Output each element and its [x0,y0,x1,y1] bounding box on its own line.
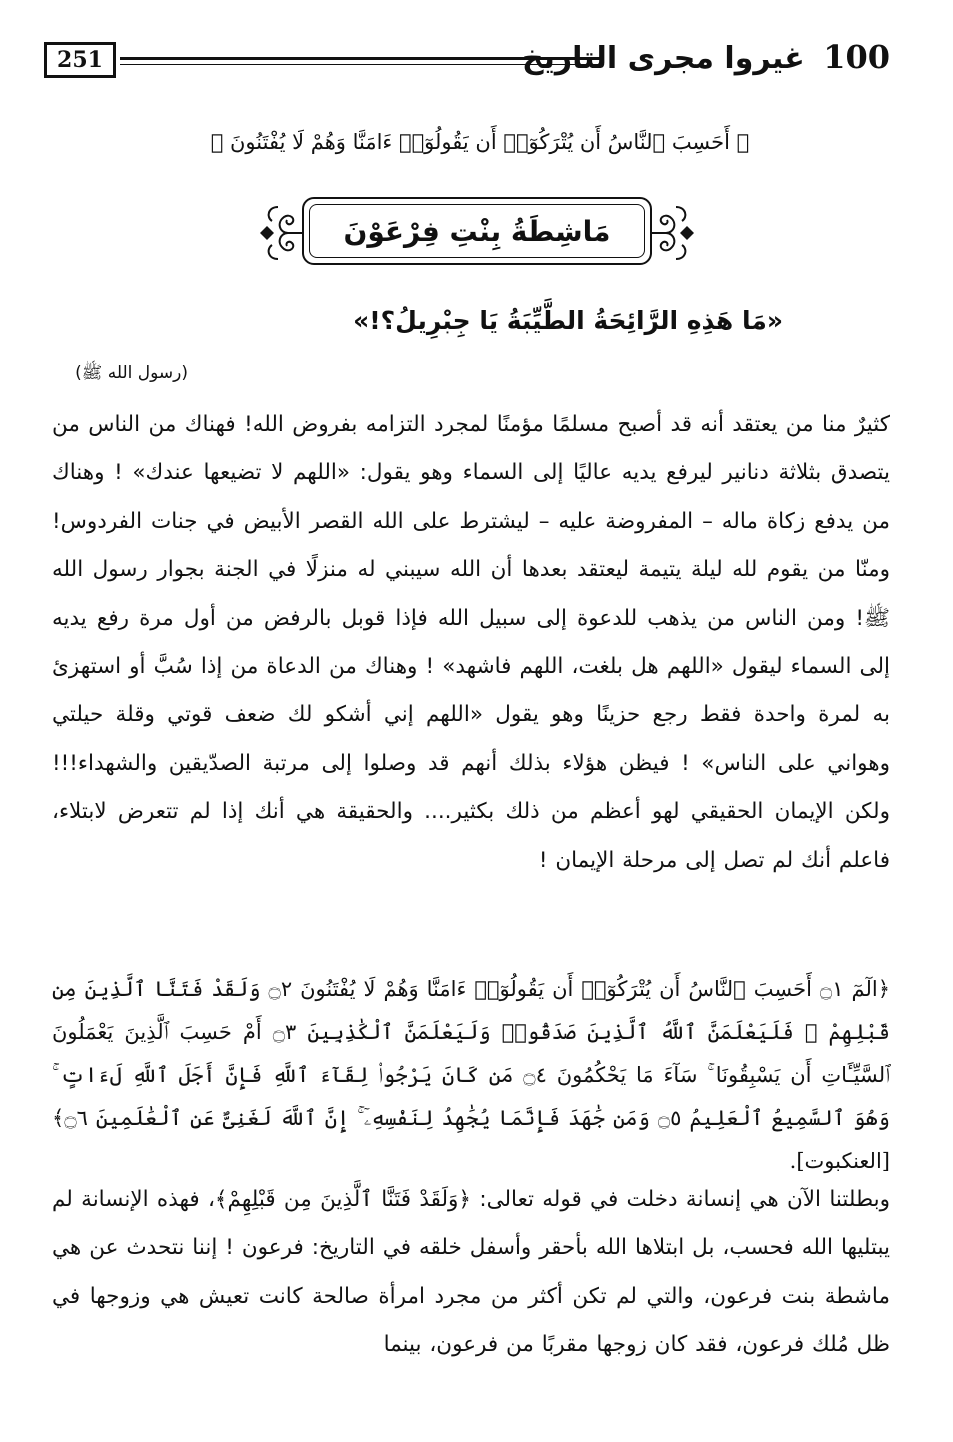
chapter-title: مَاشِطَةُ بِنْتِ فِرْعَوْنَ [302,197,652,265]
left-ornament-icon [258,193,304,273]
hadith-quote: «مَا هَذِهِ الرَّائِحَةُ الطَّيِّبَةُ يَا جِبْرِيلُ؟!» [353,306,783,335]
chapter-title-banner [258,193,696,273]
book-number: 100 [823,38,890,76]
book-title: غيروا مجرى التاريخ [521,41,805,76]
page-header [44,40,890,90]
body-paragraph-1: كثيرٌ منا من يعتقد أنه قد أصبح مسلمًا مؤمنًا لمجرد التزامه بفروض الله! فهناك من الناس من يتصدق بثلاثة دنانير ليرفع يديه عاليًا إلى السماء وهو يقول: «اللهم لا تضيعها عندك» ! وهناك من يدفع زكاة ماله – المفروضة عليه – ليشترط على الله القصر الأبيض في جنات الفردوس! ومنّا من يقوم لله ليلة يتيمة ليعتقد بعدها أن الله سيبني له منزلًا في الجنة بجوار رسول الله ﷺ! ومن الناس من يذهب للدعوة إلى سبيل الله فإذا قوبل بالرفض من أول مرة رفع يديه إلى السماء ليقول «اللهم هل بلغت، اللهم فاشهد» ! وهناك من الدعاة من إذا سُبَّ أو استهزئ به لمرة واحدة فقط رجع حزينًا وهو يقول «اللهم إني أشكو لك ضعف قوتي وقلة حيلتي وهواني على الناس» ! فيظن هؤلاء بذلك أنهم قد وصلوا إلى مرتبة الصدّيقين والشهداء!!! ولكن الإيمان الحقيقي لهو أعظم من ذلك بكثير.... والحقيقة هي أنك إذا لم تتعرض لابتلاء، فاعلم أنك لم تصل إلى مرحلة الإيمان ! [52,412,890,873]
quote-attribution: (رسول الله ﷺ) [75,363,188,383]
epigraph-verse: ﴿ أَحَسِبَ ٱلنَّاسُ أَن يُتْرَكُوٓا۟ أَن يَقُولُوٓا۟ ءَامَنَّا وَهُمْ لَا يُفْتَنُونَ ﴾ [210,130,750,154]
quran-verses-block: ﴿الٓمٓ ۝١ أَحَسِبَ ٱلنَّاسُ أَن يُتْرَكُوٓا۟ أَن يَقُولُوٓا۟ ءَامَنَّا وَهُمْ لَا يُفْتَنُونَ ۝٢ وَلَقَدْ فَتَنَّا ٱلَّذِينَ مِن قَبْلِهِمْ ۖ فَلَيَعْلَمَنَّ ٱللَّهُ ٱلَّذِينَ صَدَقُوا۟ وَلَيَعْلَمَنَّ ٱلْكَٰذِبِينَ ۝٣ أَمْ حَسِبَ ٱلَّذِينَ يَعْمَلُونَ ٱلسَّيِّـَٔاتِ أَن يَسْبِقُونَا ۚ سَآءَ مَا يَحْكُمُونَ ۝٤ مَن كَانَ يَرْجُوا۟ لِقَآءَ ٱللَّهِ فَإِنَّ أَجَلَ ٱللَّهِ لَءَاتٍ ۚ وَهُوَ ٱلسَّمِيعُ ٱلْعَلِيمُ ۝٥ وَمَن جَٰهَدَ فَإِنَّمَا يُجَٰهِدُ لِنَفْسِهِۦٓ ۚ إِنَّ ٱللَّهَ لَغَنِىٌّ عَنِ ٱلْعَٰلَمِينَ ۝٦﴾ [العنكبوت]. [52,977,891,1173]
page-number: 251 [44,42,116,78]
running-title [522,38,890,76]
body-paragraph-2: وبطلتنا الآن هي إنسانة دخلت في قوله تعالى: ﴿وَلَقَدْ فَتَنَّا ٱلَّذِينَ مِن قَبْلِهِمْ﴾، فهذه الإنسانة لم يبتليها الله فحسب، بل ابتلاها الله بأحقر وأسفل خلقه في التاريخ: فرعون ! إننا نتحدث عن هي ماشطة بنت فرعون، والتي لم تكن أكثر من مجرد امرأة صالحة كانت تعيش هي وزوجها في ظل مُلك فرعون، فقد كان زوجها مقربًا من فرعون، بينما [52,1187,890,1358]
right-ornament-icon [650,193,696,273]
